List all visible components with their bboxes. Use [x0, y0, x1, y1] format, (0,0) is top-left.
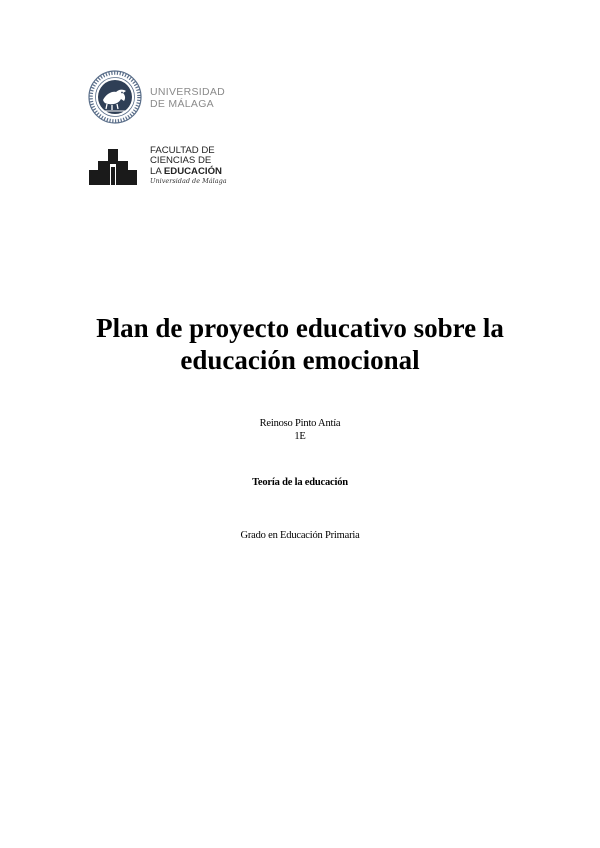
document-title-line1: Plan de proyecto educativo sobre la [96, 313, 504, 343]
group-code: 1E [294, 431, 306, 442]
subject-name: Teoría de la educación [252, 477, 348, 488]
faculty-name-line3-bold: EDUCACIÓN [163, 165, 222, 177]
university-name: UNIVERSIDAD DE MÁLAGA [150, 86, 226, 110]
university-logo [88, 70, 248, 126]
degree-name: Grado en Educación Primaria [240, 530, 360, 541]
document-title [40, 312, 560, 376]
university-seal-icon [88, 70, 142, 124]
faculty-logo [88, 146, 248, 192]
document-title-line2: educación emocional [180, 345, 420, 375]
faculty-tagline: Universidad de Málaga [150, 177, 227, 186]
faculty-name-line3 [150, 167, 227, 177]
faculty-name-line1: FACULTAD DE [150, 145, 215, 156]
author-name: Reinoso Pinto Antía [259, 418, 341, 429]
faculty-name [150, 146, 227, 186]
faculty-name-line3-prefix: LA [150, 165, 164, 177]
faculty-name-line2: CIENCIAS DE [150, 155, 212, 167]
faculty-building-icon [89, 149, 137, 185]
